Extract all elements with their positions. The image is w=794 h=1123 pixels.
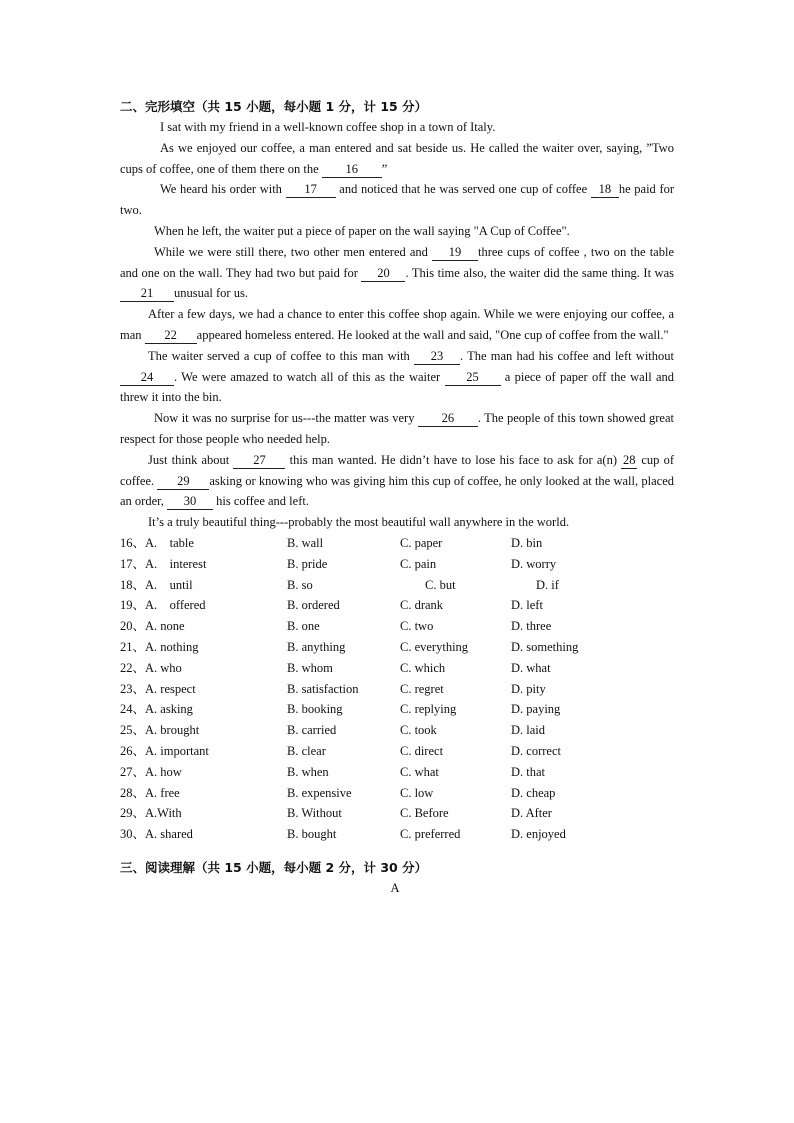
option-row (120, 679, 674, 700)
option-row (120, 595, 674, 616)
option-a: 27、A. how (120, 764, 182, 779)
blank-21: 21 (120, 286, 174, 302)
blank-27: 27 (233, 453, 285, 469)
option-b: B. anything (287, 639, 346, 654)
passage-text: and noticed that he was served one cup of coffee (339, 182, 588, 197)
section-3-title: 三、阅读理解（共 15 小题，每小题 2 分，计 30 分） (120, 859, 428, 875)
option-d: D. if (511, 577, 559, 592)
option-b: B. satisfaction (287, 681, 359, 696)
blank-24: 24 (120, 370, 174, 386)
option-c: C. direct (400, 743, 444, 758)
passage-text: . The people of this town showed great respect for those people who needed help. (120, 411, 674, 446)
passage-paragraph (120, 304, 674, 346)
passage-paragraph (120, 408, 674, 450)
option-row (120, 637, 674, 658)
passage-text: ” (381, 161, 388, 176)
exam-page (120, 96, 674, 899)
option-d: D. laid (511, 723, 546, 738)
option-c: C. Before (400, 806, 449, 821)
option-c: C. paper (400, 535, 443, 550)
option-a: 24、A. asking (120, 702, 193, 717)
option-b: B. ordered (287, 598, 340, 613)
passage-text: After a few days, we had a chance to enter this coffee shop again. While we were enjoying our coffee, a man (120, 307, 674, 342)
option-row (120, 554, 674, 575)
option-d: D. left (511, 598, 543, 613)
passage-paragraph (120, 117, 674, 138)
option-d: D. paying (511, 702, 561, 717)
passage-text: he paid for two. (120, 182, 675, 218)
option-c: C. took (400, 723, 437, 738)
option-d: D. something (511, 639, 579, 654)
option-c: C. pain (400, 556, 437, 571)
option-c: C. what (400, 764, 439, 779)
passage-text: Now it was no surprise for us---the matter was very (154, 411, 415, 426)
passage-paragraph (120, 242, 674, 304)
passage-paragraph (120, 221, 674, 242)
option-d: D. what (511, 660, 551, 675)
option-row (120, 699, 674, 720)
passage-paragraph (120, 450, 674, 512)
option-a: 25、A. brought (120, 723, 200, 738)
option-c: C. low (400, 785, 434, 800)
option-b: B. booking (287, 702, 343, 717)
option-d: D. pity (511, 681, 546, 696)
option-d: D. three (511, 619, 552, 634)
passage-text: . This time also, the waiter did the same thing. It was (405, 265, 674, 280)
option-d: D. bin (511, 535, 543, 550)
option-a: 23、A. respect (120, 681, 196, 696)
passage-text: appeared homeless entered. He looked at the wall and said, "One cup of coffee from the wall." (196, 327, 669, 342)
option-a: 18、A. until (120, 577, 193, 592)
passage-paragraph (120, 512, 674, 533)
option-b: B. bought (287, 827, 337, 842)
option-a: 22、A. who (120, 660, 182, 675)
option-b: B. whom (287, 660, 333, 675)
blank-22: 22 (145, 328, 197, 344)
blank-30: 30 (167, 494, 213, 510)
passage-paragraph (120, 346, 674, 408)
option-a: 17、A. interest (120, 556, 207, 571)
option-b: B. pride (287, 556, 328, 571)
passage-text: cup of coffee. (120, 452, 675, 488)
option-row (120, 575, 674, 596)
option-b: B. when (287, 764, 329, 779)
option-row (120, 762, 674, 783)
option-a: 26、A. important (120, 743, 209, 758)
option-a: 20、A. none (120, 619, 185, 634)
option-c: C. preferred (400, 827, 461, 842)
option-c: C. everything (400, 639, 469, 654)
passage-text: We heard his order with (160, 182, 282, 197)
option-a: 19、A. offered (120, 598, 206, 613)
option-d: D. that (511, 764, 546, 779)
cloze-passage (120, 117, 674, 533)
passage-paragraph (120, 179, 674, 221)
option-c: C. but (400, 577, 456, 592)
passage-text: When he left, the waiter put a piece of paper on the wall saying "A Cup of Coffee". (154, 223, 570, 238)
passage-text: three cups of coffee , two on the table and one on the wall. They had two but paid for (120, 244, 674, 280)
blank-25: 25 (445, 370, 501, 386)
section-3 (120, 857, 674, 899)
option-c: C. replying (400, 702, 457, 717)
option-d: D. enjoyed (511, 827, 566, 842)
option-d: D. After (511, 806, 552, 821)
option-d: D. cheap (511, 785, 556, 800)
blank-28: 28 (622, 452, 636, 467)
option-row (120, 803, 674, 824)
blank-17: 17 (286, 182, 336, 198)
blank-29: 29 (157, 474, 209, 490)
option-c: C. which (400, 660, 446, 675)
blank-23: 23 (414, 349, 460, 365)
option-row (120, 720, 674, 741)
option-row (120, 616, 674, 637)
option-b: B. wall (287, 535, 324, 550)
passage-text: Just think about (148, 452, 230, 467)
option-a: 30、A. shared (120, 827, 193, 842)
passage-text: this man wanted. He didn’t have to lose his face to ask for a(n) (289, 452, 617, 467)
passage-text: his coffee and left. (216, 494, 309, 509)
option-b: B. expensive (287, 785, 352, 800)
passage-text: unusual for us. (174, 286, 248, 301)
option-a: 21、A. nothing (120, 639, 199, 654)
blank-26: 26 (418, 411, 478, 427)
option-b: B. one (287, 619, 320, 634)
option-b: B. carried (287, 723, 337, 738)
option-c: C. regret (400, 681, 444, 696)
passage-letter: A (390, 880, 400, 895)
blank-20: 20 (361, 266, 405, 282)
blank-19: 19 (432, 245, 478, 261)
blank-16: 16 (322, 162, 382, 178)
option-b: B. so (287, 577, 313, 592)
passage-text: As we enjoyed our coffee, a man entered and sat beside us. He called the waiter over, saying, ”Two cups of coffee, one of them there on the (120, 140, 674, 176)
passage-text: . The man had his coffee and left without (460, 348, 674, 363)
answer-options (120, 533, 674, 845)
option-a: 16、A. table (120, 535, 194, 550)
passage-text: . We were amazed to watch all of this as the waiter (174, 369, 441, 384)
option-b: B. clear (287, 743, 326, 758)
option-a: 29、A.With (120, 806, 182, 821)
passage-paragraph (120, 138, 674, 180)
passage-text: a piece of paper off the wall and threw it into the bin. (120, 369, 675, 405)
option-row (120, 824, 674, 845)
option-d: D. correct (511, 743, 561, 758)
option-row (120, 658, 674, 679)
passage-text: asking or knowing who was giving him this cup of coffee, he only looked at the wall, placed an order, (120, 473, 674, 509)
option-d: D. worry (511, 556, 557, 571)
option-row (120, 533, 674, 554)
passage-text: While we were still there, two other men entered and (154, 244, 428, 259)
option-a: 28、A. free (120, 785, 180, 800)
section-2-title: 二、完形填空（共 15 小题，每小题 1 分，计 15 分） (120, 99, 428, 114)
option-c: C. drank (400, 598, 444, 613)
option-row (120, 783, 674, 804)
passage-text: The waiter served a cup of coffee to this man with (148, 348, 410, 363)
option-row (120, 741, 674, 762)
option-b: B. Without (287, 806, 342, 821)
option-c: C. two (400, 619, 434, 634)
blank-18: 18 (591, 182, 619, 198)
passage-text: It’s a truly beautiful thing---probably the most beautiful wall anywhere in the world. (148, 515, 570, 530)
passage-text: I sat with my friend in a well-known coffee shop in a town of Italy. (160, 120, 496, 134)
